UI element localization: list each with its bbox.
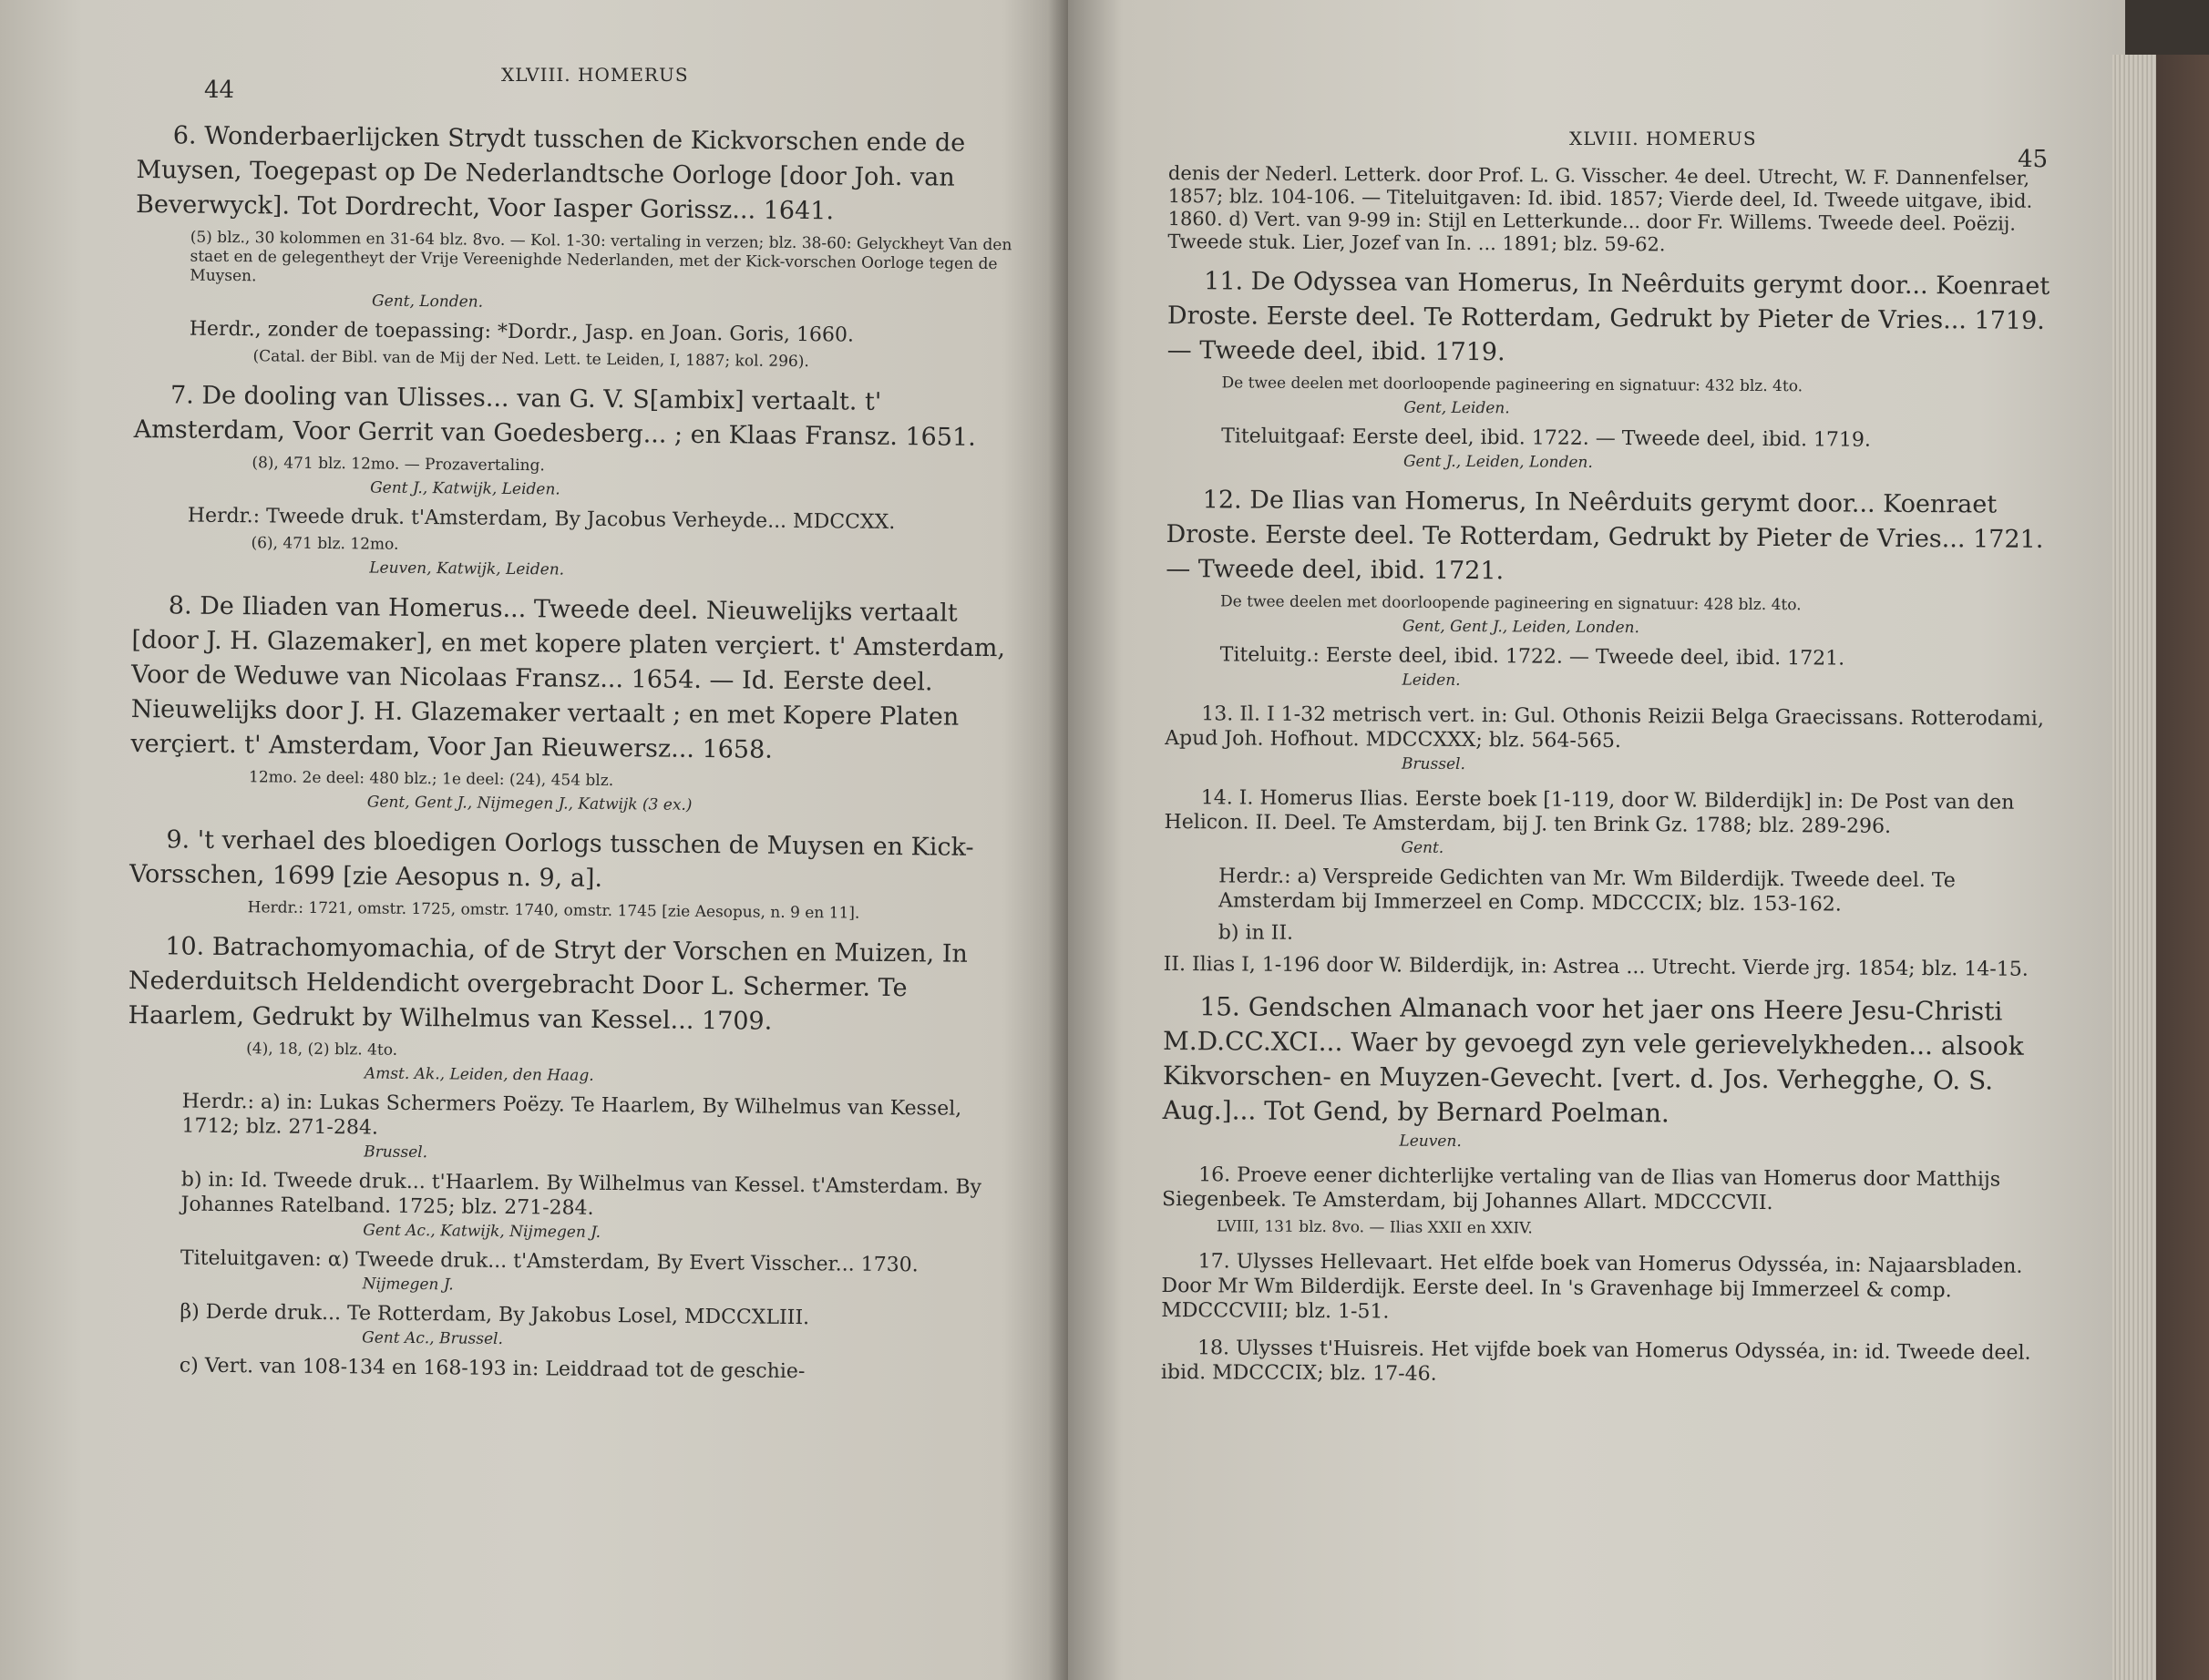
entry-locations: Gent, Gent J., Leiden, Londen. [1402, 617, 1639, 638]
entry-reprint-locations: Leuven, Katwijk, Leiden. [369, 558, 565, 579]
left-page [0, 0, 1068, 1680]
entry-title: 7. De dooling van Ulisses... van G. V. S[ambix] vertaalt. t' Amsterdam, Voor Gerrit van Goedesberg... ; en Klaas Fransz. 1651. [133, 381, 976, 452]
entry-reprint-b: b) in II. [1218, 921, 1294, 945]
entry-locations: Brussel. [1401, 754, 1465, 774]
entry-collation: 12mo. 2e deel: 480 blz.; 1e deel: (24), 454 blz. [248, 768, 614, 791]
entry-locations: Gent J., Katwijk, Leiden. [370, 478, 560, 499]
left-page-content [125, 118, 1032, 1386]
entry-title: 11. De Odyssea van Homerus, In Neêrduits gerymt door... Koenraet Droste. Eerste deel. Te Rotterdam, Gedrukt by Pieter de Vries... 1719. — Tweede deel, ibid. 1719. [1166, 267, 2050, 367]
page-edges [2112, 55, 2156, 1680]
entry-title: 18. Ulysses t'Huisreis. Het vijfde boek van Homerus Odysséa, in: id. Tweede deel. ibid. MDCCCIX; blz. 17-46. [1160, 1337, 2031, 1386]
left-running-title: XLVIII. HOMERUS [501, 64, 689, 86]
entry-title-issue-locations: Nijmegen J. [362, 1275, 454, 1295]
entry-15 [1162, 989, 2056, 1155]
entry-locations: Gent. [1401, 838, 1444, 857]
entry-6 [134, 118, 1032, 374]
entry-reprint-b: b) in: Id. Tweede druk... t'Haarlem. By Wilhelmus van Kessel. t'Amsterdam. By Johannes Ratelband. 1725; blz. 271-284. [180, 1168, 982, 1220]
entry-reprint-beta-locations: Gent Ac., Brussel. [362, 1328, 504, 1348]
entry-reprint-note: (Catal. der Bibl. van de Mij der Ned. Lett. te Leiden, I, 1887; kol. 296). [252, 347, 809, 372]
entry-title-issue: Titeluitgaven: α) Tweede druk... t'Amsterdam, By Evert Visscher... 1730. [180, 1246, 919, 1277]
entry-reprint-b-locations: Gent Ac., Katwijk, Nijmegen J. [363, 1221, 601, 1242]
entry-7 [132, 378, 1029, 584]
entry-title: 8. De Iliaden van Homerus... Tweede deel. Nieuwelijks vertaalt [door J. H. Glazemaker], en met kopere platen verçiert. t' Amsterdam, Voor de Weduwe van Nicolaas Fransz... 1654. — Id. Eerste deel. Nieuwelijks door J. H. Glazemaker vertaalt ; en met Kopere Platen verçiert. t' Amsterdam, Voor Jan Rieuwersz... 1658. [130, 591, 1006, 764]
entry-title: 12. De Ilias van Homerus, In Neêrduits gerymt door... Koenraet Droste. Eerste deel. Te Rotterdam, Gedrukt by Pieter de Vries... 1721. — Tweede deel, ibid. 1721. [1166, 486, 2044, 586]
continued-text: denis der Nederl. Letterk. door Prof. L. G. Visscher. 4e deel. Utrecht, W. F. Dannenfelser, 1857; blz. 104-106. — Titeluitgaven: Id. ibid. 1857; Vierde deel, Id. Tweede uitgave, ibid. 1860. d) Vert. van 9-99 in: Stijl en Letterkunde... door Fr. Willems. Tweede deel. Poëzij. Tweede stuk. Lier, Jozef van In. ... 1891; blz. 59-62. [1167, 162, 2033, 256]
entry-title: 10. Batrachomyomachia, of de Stryt der Vorschen en Muizen, In Nederduitsch Heldendicht overgebracht Door L. Schermer. Te Haarlem, Gedrukt by Wilhelmus van Kessel... 1709. [128, 932, 968, 1036]
entry-13 [1165, 702, 2058, 778]
right-page-number: 45 [2018, 146, 2049, 173]
entry-title-issue-locations: Leiden. [1402, 671, 1461, 690]
entry-collation: De twee deelen met doorloopende pagineering en signatuur: 428 blz. 4to. [1219, 592, 1802, 615]
entry-title: 15. Gendschen Almanach voor het jaer ons Heere Jesu-Christi M.D.CC.XCI... Waer by gevoegd zyn vele gerievelykheden... alsook Kikvorschen- en Muyzen-Gevecht. [vert. d. Jos. Verhegghe, O. S. Aug.]... Tot Gend, by Bernard Poelman. [1162, 991, 2024, 1129]
entry-title: 16. Proeve eener dichterlijke vertaling van de Ilias van Homerus door Matthijs Siegenbeek. Te Amsterdam, bij Johannes Allart. MDCCCVII. [1161, 1163, 2001, 1215]
book-cover [2156, 55, 2209, 1680]
entry-reprint-note: Herdr.: 1721, omstr. 1725, omstr. 1740, omstr. 1745 [zie Aesopus, n. 9 en 11]. [247, 898, 860, 923]
entry-14 [1164, 785, 2058, 982]
entry-collation: (8), 471 blz. 12mo. — Prozavertaling. [252, 454, 545, 476]
entry-locations: Amst. Ak., Leiden, den Haag. [364, 1064, 594, 1085]
entry-collation: De twee deelen met doorloopende pagineering en signatuur: 432 blz. 4to. [1221, 374, 1803, 396]
entry-title-issue: Titeluitgaaf: Eerste deel, ibid. 1722. — Tweede deel, ibid. 1719. [1221, 425, 1872, 452]
entry-reprint-a: Herdr.: a) Verspreide Gedichten van Mr. Wm Bilderdijk. Tweede deel. Te Amsterdam bij Immerzeel en Comp. MDCCCIX; blz. 153-162. [1218, 865, 1956, 917]
right-running-title: XLVIII. HOMERUS [1569, 128, 1757, 149]
entry-title: 17. Ulysses Hellevaart. Het elfde boek van Homerus Odysséa, in: Najaarsbladen. Door Mr Wm Bilderdijk. Eerste deel. In 's Gravenhage bij Immerzeel & comp. MDCCCVIII; blz. 1-51. [1161, 1250, 2023, 1324]
entry-reprint-beta: β) Derde druk... Te Rotterdam, By Jakobus Losel, MDCCXLIII. [180, 1300, 810, 1330]
entry-9 [129, 823, 1025, 925]
entry-17 [1161, 1249, 2054, 1328]
entry-reprint: Herdr., zonder de toepassing: *Dordr., Jasp. en Joan. Goris, 1660. [189, 317, 855, 347]
entry-title: 6. Wonderbaerlijcken Strydt tusschen de Kickvorschen ende de Muysen, Toegepast op De Nederlandtsche Oorloge [door Joh. van Beverwyck]. Tot Dordrecht, Voor Iasper Gorissz... 1641. [135, 121, 966, 226]
entry-10 [125, 929, 1024, 1386]
entry-locations: Gent, Gent J., Nijmegen J., Katwijk (3 ex.) [366, 793, 693, 814]
entry-reprint: Herdr.: Tweede druk. t'Amsterdam, By Jacobus Verheyde... MDCCXX. [187, 504, 896, 535]
entry-locations: Leuven. [1399, 1132, 1462, 1151]
right-running-head [1168, 108, 2061, 173]
right-page-content [1161, 162, 2061, 1390]
entry-title-issue-locations: Gent J., Leiden, Londen. [1402, 452, 1593, 472]
entry-locations: Gent, Londen. [371, 292, 484, 312]
entry-12 [1165, 483, 2059, 694]
entry-reprint-a: Herdr.: a) in: Lukas Schermers Poëzy. Te Haarlem, By Wilhelmus van Kessel, 1712; blz. 271-284. [181, 1090, 962, 1140]
entry-reprint-c: c) Vert. van 108-134 en 168-193 in: Leiddraad tot de geschie- [179, 1354, 806, 1384]
entry-16 [1162, 1163, 2055, 1242]
entry-title: 9. 't verhael des bloedigen Oorlogs tusschen de Muysen en Kick-Vorsschen, 1699 [zie Aesopus n. 9, a]. [128, 825, 974, 893]
entry-8 [130, 589, 1027, 818]
left-running-head [137, 64, 1032, 118]
entry-title-issue: Titeluitg.: Eerste deel, ibid. 1722. — Tweede deel, ibid. 1721. [1219, 643, 1845, 671]
entry-locations: Gent, Leiden. [1403, 398, 1510, 418]
entry-11 [1166, 264, 2060, 476]
entry-reprint-note: (6), 471 blz. 12mo. [251, 534, 399, 554]
entry-part-ii: II. Ilias I, 1-196 door W. Bilderdijk, in: Astrea ... Utrecht. Vierde jrg. 1854; blz. 14-15. [1163, 952, 2029, 981]
entry-collation: LVIII, 131 blz. 8vo. — Ilias XXII en XXIV. [1216, 1217, 1533, 1238]
entry-title: 14. I. Homerus Ilias. Eerste boek [1-119, door W. Bilderdijk] in: De Post van den Helicon. II. Deel. Te Amsterdam, bij J. ten Brink Gz. 1788; blz. 289-296. [1164, 786, 2015, 838]
right-page [1068, 0, 2125, 1680]
entry-reprint-a-locations: Brussel. [364, 1142, 428, 1163]
left-page-number: 44 [204, 77, 235, 104]
entry-collation: (5) blz., 30 kolommen en 31-64 blz. 8vo. — Kol. 1-30: vertaling in verzen; blz. 38-60: Gelyckheyt Van den staet en de gelegentheyt der Vrije Vereenighde Nederlanden, met der Kick-vorschen Oorloge tegen de Muysen. [190, 228, 1012, 286]
entry-18 [1161, 1336, 2054, 1390]
entry-collation: (4), 18, (2) blz. 4to. [246, 1040, 398, 1060]
entry-title: 13. Il. I 1-32 metrisch vert. in: Gul. Othonis Reizii Belga Graecissans. Rotterodami, Apud Joh. Hofhout. MDCCXXX; blz. 564-565. [1165, 702, 2044, 753]
